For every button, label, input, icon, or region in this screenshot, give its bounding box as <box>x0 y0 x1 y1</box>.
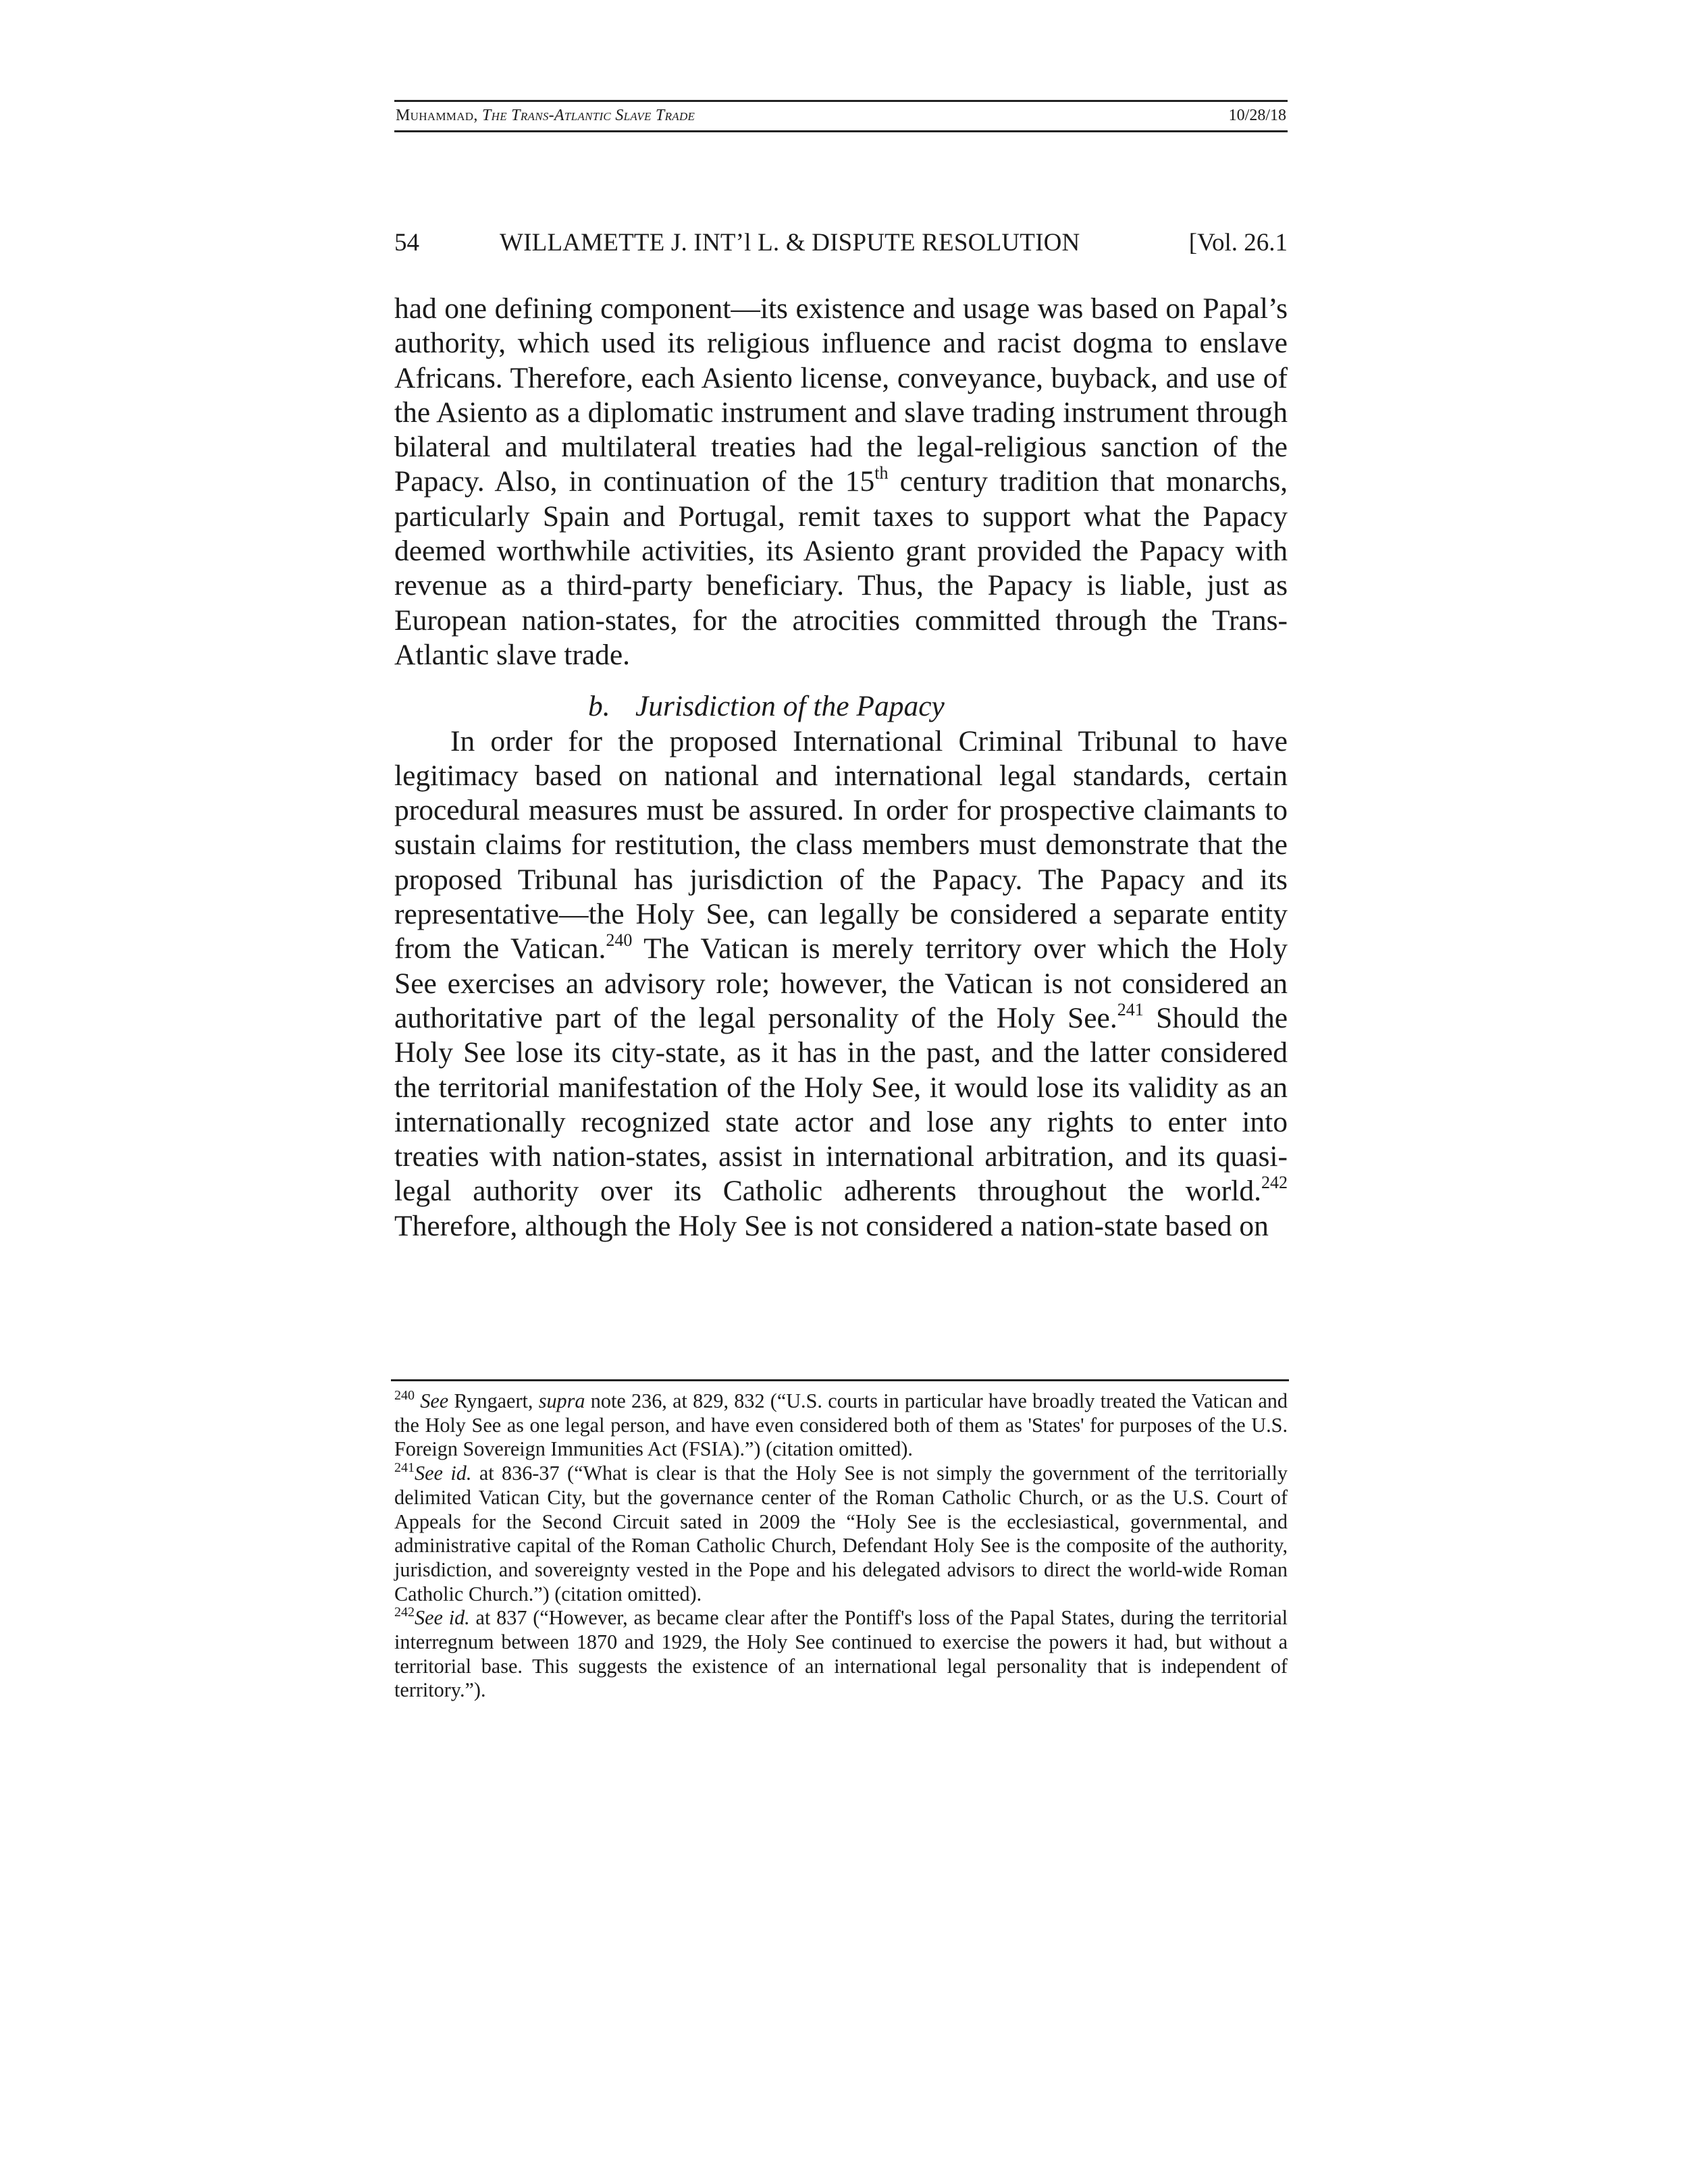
citation-signal: See id. <box>415 1462 472 1485</box>
running-header-article-title: The Trans-Atlantic Slave Trade <box>481 107 695 124</box>
section-subheading <box>394 689 1288 724</box>
paragraph-text: In order for the proposed International Criminal Tribunal to have legitimacy based on national and international legal standards, certain procedural measures must be assured. In order for prospective claimants to sustain claims for restitution, the class members must demonstrate that the proposed Tribunal has jurisdiction of the Papacy. The Papacy and its representative—the Holy See, can legally be considered a separate entity from the Vatican. <box>394 724 1288 965</box>
superscript: th <box>874 463 889 483</box>
footnote-number: 240 <box>394 1388 415 1403</box>
footnote-reference[interactable]: 240 <box>606 930 633 951</box>
citation-signal: See <box>420 1389 449 1412</box>
journal-title: WILLAMETTE J. INT’l L. & DISPUTE RESOLUTION <box>500 229 1080 257</box>
paragraph-text: century tradition that monarchs, particularly Spain and Portugal, remit taxes to support what the Papacy deemed worthwhile activities, its Asiento grant provided the Papacy with revenue as a third-party beneficiary. Thus, the Papacy is liable, just as European nation-states, for the atrocities committed through the Trans-Atlantic slave trade. <box>394 465 1288 671</box>
footnote-reference[interactable]: 242 <box>1261 1173 1288 1193</box>
volume-label: [Vol. 26.1 <box>1188 229 1288 257</box>
subheading-label: b. <box>588 690 610 723</box>
footnote <box>394 1389 1288 1462</box>
page-header <box>394 228 1288 262</box>
running-header <box>394 100 1288 132</box>
footnotes <box>394 1389 1288 1703</box>
main-text <box>394 292 1288 1244</box>
running-header-title <box>396 107 695 125</box>
footnote <box>394 1606 1288 1703</box>
footnote-text: Ryngaert, <box>448 1389 539 1412</box>
footnote <box>394 1462 1288 1606</box>
paragraph-text: Should the Holy See lose its city-state, as it has in the past, and the latter considered the territorial manifestation of the Holy See, it would lose its validity as an internationally recognized state actor and lose any rights to enter into treaties with nation-states, assist in international arbitration, and its quasi-legal authority over its Catholic adherents throughout the world. <box>394 1001 1288 1208</box>
citation-signal: See id. <box>415 1606 470 1630</box>
citation-signal: supra <box>538 1389 585 1412</box>
subheading-text: Jurisdiction of the Papacy <box>635 690 945 723</box>
running-header-author: Muhammad <box>396 107 474 124</box>
paragraph-text: The Vatican is merely territory over which the Holy See exercises an advisory role; however, the Vatican is not considered an authoritative part of the legal personality of the Holy See. <box>394 932 1288 1034</box>
footnote-divider <box>391 1379 1289 1381</box>
footnote-reference[interactable]: 241 <box>1117 999 1144 1019</box>
running-header-date: 10/28/18 <box>1228 107 1286 124</box>
page-number: 54 <box>394 229 419 257</box>
footnote-text: at 837 (“However, as became clear after the Pontiff's loss of the Papal States, during the territorial interregnum between 1870 and 1929, the Holy See continued to exercise the powers it had, but without a territorial base. This suggests the existence of an international legal personality that is independent of territory.”). <box>394 1606 1288 1702</box>
paragraph-text: had one defining component—its existence and usage was based on Papal’s authority, which used its religious influence and racist dogma to enslave Africans. Therefore, each Asiento license, conveyance, buyback, and use of the Asiento as a diplomatic instrument and slave trading instrument through bilateral and multilateral treaties had the legal-religious sanction of the Papacy. Also, in continuation of the 15 <box>394 292 1288 498</box>
paragraph <box>394 292 1288 672</box>
footnote-number: 241 <box>394 1460 415 1476</box>
footnote-number: 242 <box>394 1605 415 1620</box>
footnote-text: note 236, at 829, 832 (“U.S. courts in particular have broadly treated the Vatican and the Holy See as one legal person, and have even considered both of them as 'States' for purposes of the U.S. Foreign Sovereign Immunities Act (FSIA).”) (citation omitted). <box>394 1389 1288 1461</box>
footnote-text: at 836-37 (“What is clear is that the Holy See is not simply the government of the territorially delimited Vatican City, but the governance center of the Roman Catholic Church, or as the U.S. Court of Appeals for the Second Circuit sated in 2009 the “Holy See is the ecclesiastical, governmental, and administrative capital of the Roman Catholic Church, Defendant Holy See is the composite of the authority, jurisdiction, and sovereignty vested in the Pope and his delegated advisors to direct the world-wide Roman Catholic Church.”) (citation omitted). <box>394 1462 1288 1605</box>
paragraph <box>394 724 1288 1244</box>
paragraph-text: Therefore, although the Holy See is not considered a nation-state based on <box>394 1209 1269 1242</box>
running-header-separator: , <box>473 107 482 124</box>
